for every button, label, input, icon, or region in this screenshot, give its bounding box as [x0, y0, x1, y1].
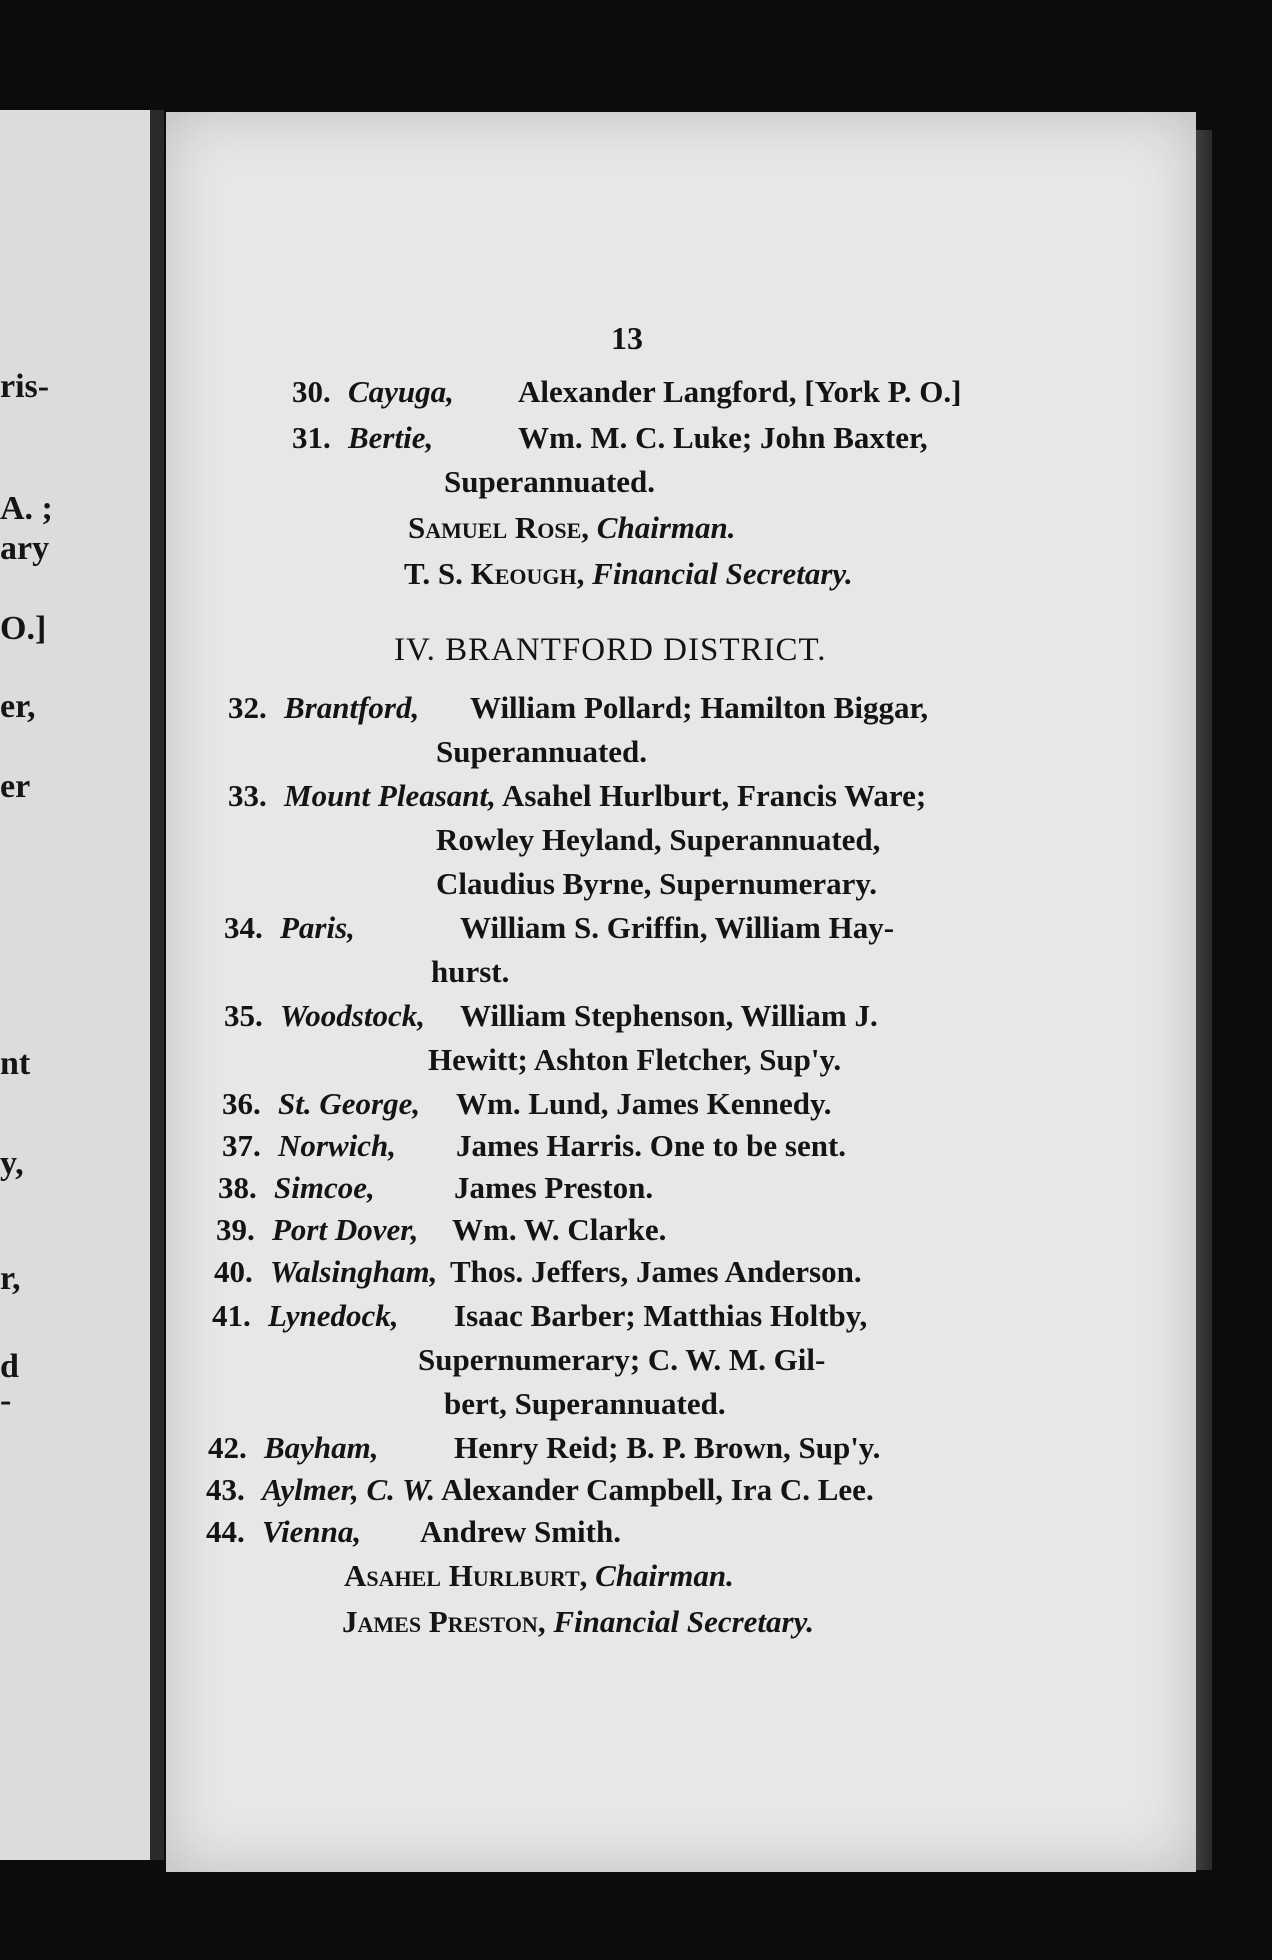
page-text — [166, 112, 1196, 1872]
entry-continuation: hurst. — [431, 954, 510, 989]
entry-line: 42. Bayham, Henry Reid; B. P. Brown, Sup'y. — [208, 1430, 881, 1465]
left-page-fragment — [0, 110, 164, 1860]
left-fragment: ris- — [0, 368, 50, 405]
left-fragment: r, — [0, 1260, 21, 1297]
chairman-line: Asahel Hurlburt, Chairman. — [344, 1558, 734, 1593]
entry-line: 41. Lynedock, Isaac Barber; Matthias Holtby, — [212, 1298, 868, 1333]
left-fragment: ary — [0, 530, 50, 567]
entry-line: 31. Bertie, Wm. M. C. Luke; John Baxter, — [292, 420, 928, 455]
secretary-line: James Preston, Financial Secretary. — [342, 1604, 814, 1639]
entry-continuation: bert, Superannuated. — [444, 1386, 726, 1421]
left-fragment: A. ; — [0, 490, 53, 527]
entry-line: 35. Woodstock, William Stephenson, William J. — [224, 998, 878, 1033]
entry-line: 34. Paris, William S. Griffin, William Hay- — [224, 910, 895, 945]
left-fragment: er, — [0, 688, 36, 725]
secretary-line: T. S. Keough, Financial Secretary. — [404, 556, 853, 591]
entry-continuation: Hewitt; Ashton Fletcher, Sup'y. — [428, 1042, 842, 1077]
left-fragment: nt — [0, 1045, 31, 1082]
entry-continuation: Rowley Heyland, Superannuated, — [436, 822, 881, 857]
entry-continuation: Supernumerary; C. W. M. Gil- — [418, 1342, 826, 1377]
entry-line: 39. Port Dover, Wm. W. Clarke. — [216, 1212, 667, 1247]
book-page — [166, 112, 1196, 1872]
entry-line: 44. Vienna, Andrew Smith. — [206, 1514, 621, 1549]
entry-continuation: Superannuated. — [444, 464, 656, 499]
page-number: 13 — [611, 320, 643, 356]
entry-line: 37. Norwich, James Harris. One to be sent. — [222, 1128, 847, 1163]
entry-line: 38. Simcoe, James Preston. — [218, 1170, 654, 1205]
entry-line: 43. Aylmer, C. W. Alexander Campbell, Ira C. Lee. — [206, 1472, 874, 1507]
left-fragment: O.] — [0, 610, 47, 647]
entry-continuation: Claudius Byrne, Supernumerary. — [436, 866, 877, 901]
entry-line: 33. Mount Pleasant, Asahel Hurlburt, Francis Ware; — [228, 778, 927, 813]
entry-line: 32. Brantford, William Pollard; Hamilton Biggar, — [228, 690, 929, 725]
chairman-line: Samuel Rose, Chairman. — [408, 510, 736, 545]
left-fragment: - — [0, 1382, 12, 1419]
entry-continuation: Superannuated. — [436, 734, 648, 769]
entry-line: 36. St. George, Wm. Lund, James Kennedy. — [222, 1086, 832, 1121]
left-fragment: d — [0, 1348, 19, 1385]
left-fragment: y, — [0, 1145, 24, 1182]
left-fragment: er — [0, 768, 31, 805]
entry-line: 30. Cayuga, Alexander Langford, [York P. O.] — [292, 374, 962, 409]
entry-line: 40. Walsingham, Thos. Jeffers, James Anderson. — [214, 1254, 862, 1289]
district-heading: IV. BRANTFORD DISTRICT. — [394, 632, 827, 668]
